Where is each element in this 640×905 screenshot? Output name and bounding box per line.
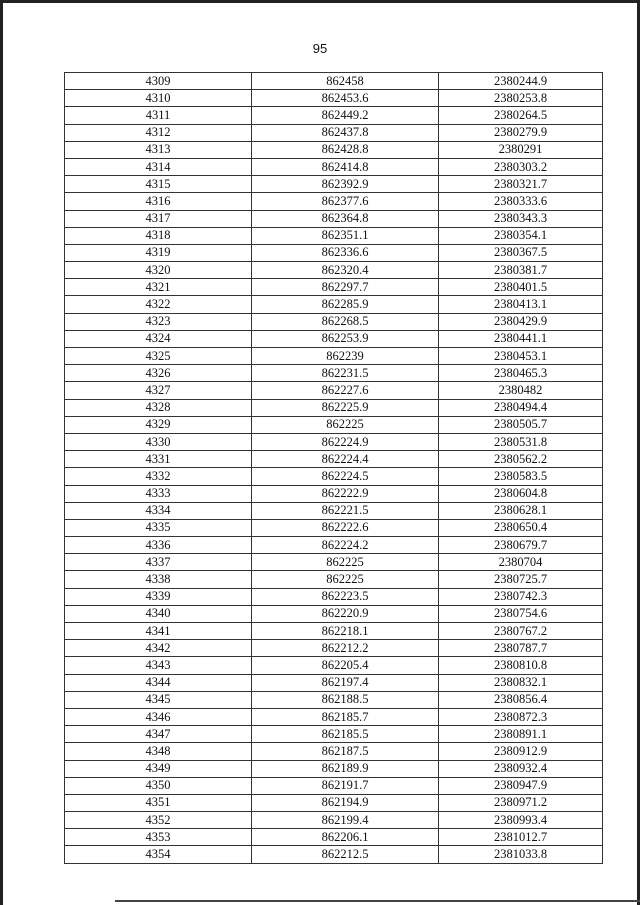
y-coordinate-cell: 2380704 [439, 554, 603, 571]
point-number-cell: 4313 [65, 141, 252, 158]
point-number-cell: 4325 [65, 348, 252, 365]
table-row [65, 382, 603, 399]
point-number-cell: 4345 [65, 691, 252, 708]
table-row [65, 812, 603, 829]
table-row [65, 554, 603, 571]
x-coordinate-cell: 862437.8 [252, 124, 439, 141]
x-coordinate-cell: 862197.4 [252, 674, 439, 691]
point-number-cell: 4332 [65, 468, 252, 485]
y-coordinate-cell: 2380482 [439, 382, 603, 399]
table-row [65, 537, 603, 554]
point-number-cell: 4343 [65, 657, 252, 674]
table-row [65, 588, 603, 605]
x-coordinate-cell: 862185.7 [252, 708, 439, 725]
table-row [65, 829, 603, 846]
point-number-cell: 4349 [65, 760, 252, 777]
table-row [65, 107, 603, 124]
y-coordinate-cell: 2380367.5 [439, 244, 603, 261]
x-coordinate-cell: 862414.8 [252, 158, 439, 175]
point-number-cell: 4344 [65, 674, 252, 691]
x-coordinate-cell: 862225 [252, 554, 439, 571]
table-row [65, 640, 603, 657]
x-coordinate-cell: 862224.4 [252, 451, 439, 468]
x-coordinate-cell: 862428.8 [252, 141, 439, 158]
table-row [65, 279, 603, 296]
point-number-cell: 4324 [65, 330, 252, 347]
point-number-cell: 4346 [65, 708, 252, 725]
point-number-cell: 4311 [65, 107, 252, 124]
x-coordinate-cell: 862364.8 [252, 210, 439, 227]
x-coordinate-cell: 862285.9 [252, 296, 439, 313]
x-coordinate-cell: 862225.9 [252, 399, 439, 416]
table-row [65, 399, 603, 416]
x-coordinate-cell: 862225 [252, 416, 439, 433]
table-row [65, 227, 603, 244]
y-coordinate-cell: 2380832.1 [439, 674, 603, 691]
x-coordinate-cell: 862453.6 [252, 90, 439, 107]
page-number: 95 [312, 41, 328, 56]
x-coordinate-cell: 862268.5 [252, 313, 439, 330]
x-coordinate-cell: 862205.4 [252, 657, 439, 674]
y-coordinate-cell: 2380291 [439, 141, 603, 158]
y-coordinate-cell: 2380787.7 [439, 640, 603, 657]
point-number-cell: 4339 [65, 588, 252, 605]
table-row [65, 141, 603, 158]
x-coordinate-cell: 862392.9 [252, 176, 439, 193]
table-row [65, 726, 603, 743]
point-number-cell: 4336 [65, 537, 252, 554]
point-number-cell: 4337 [65, 554, 252, 571]
x-coordinate-cell: 862377.6 [252, 193, 439, 210]
y-coordinate-cell: 2380531.8 [439, 433, 603, 450]
table-row [65, 674, 603, 691]
y-coordinate-cell: 2380754.6 [439, 605, 603, 622]
point-number-cell: 4312 [65, 124, 252, 141]
point-number-cell: 4310 [65, 90, 252, 107]
table-row [65, 313, 603, 330]
point-number-cell: 4347 [65, 726, 252, 743]
coordinate-table-body [65, 73, 603, 864]
x-coordinate-cell: 862189.9 [252, 760, 439, 777]
y-coordinate-cell: 2380583.5 [439, 468, 603, 485]
coordinate-table [64, 72, 603, 864]
x-coordinate-cell: 862449.2 [252, 107, 439, 124]
table-row [65, 623, 603, 640]
point-number-cell: 4350 [65, 777, 252, 794]
point-number-cell: 4326 [65, 365, 252, 382]
table-row [65, 296, 603, 313]
x-coordinate-cell: 862212.5 [252, 846, 439, 863]
table-row [65, 657, 603, 674]
x-coordinate-cell: 862223.5 [252, 588, 439, 605]
y-coordinate-cell: 2380343.3 [439, 210, 603, 227]
y-coordinate-cell: 2380725.7 [439, 571, 603, 588]
y-coordinate-cell: 2380767.2 [439, 623, 603, 640]
y-coordinate-cell: 2380932.4 [439, 760, 603, 777]
point-number-cell: 4322 [65, 296, 252, 313]
x-coordinate-cell: 862218.1 [252, 623, 439, 640]
point-number-cell: 4348 [65, 743, 252, 760]
x-coordinate-cell: 862224.2 [252, 537, 439, 554]
table-row [65, 691, 603, 708]
y-coordinate-cell: 2380453.1 [439, 348, 603, 365]
x-coordinate-cell: 862224.9 [252, 433, 439, 450]
y-coordinate-cell: 2380413.1 [439, 296, 603, 313]
y-coordinate-cell: 2380354.1 [439, 227, 603, 244]
x-coordinate-cell: 862224.5 [252, 468, 439, 485]
y-coordinate-cell: 2380401.5 [439, 279, 603, 296]
table-row [65, 158, 603, 175]
x-coordinate-cell: 862253.9 [252, 330, 439, 347]
y-coordinate-cell: 2380244.9 [439, 73, 603, 90]
point-number-cell: 4309 [65, 73, 252, 90]
y-coordinate-cell: 2380742.3 [439, 588, 603, 605]
point-number-cell: 4338 [65, 571, 252, 588]
point-number-cell: 4318 [65, 227, 252, 244]
point-number-cell: 4330 [65, 433, 252, 450]
x-coordinate-cell: 862194.9 [252, 794, 439, 811]
y-coordinate-cell: 2380628.1 [439, 502, 603, 519]
x-coordinate-cell: 862199.4 [252, 812, 439, 829]
table-row [65, 90, 603, 107]
table-row [65, 777, 603, 794]
point-number-cell: 4319 [65, 244, 252, 261]
point-number-cell: 4329 [65, 416, 252, 433]
y-coordinate-cell: 2380650.4 [439, 519, 603, 536]
point-number-cell: 4315 [65, 176, 252, 193]
x-coordinate-cell: 862336.6 [252, 244, 439, 261]
point-number-cell: 4335 [65, 519, 252, 536]
x-coordinate-cell: 862188.5 [252, 691, 439, 708]
point-number-cell: 4317 [65, 210, 252, 227]
table-row [65, 365, 603, 382]
y-coordinate-cell: 2380321.7 [439, 176, 603, 193]
y-coordinate-cell: 2380562.2 [439, 451, 603, 468]
y-coordinate-cell: 2380891.1 [439, 726, 603, 743]
table-row [65, 846, 603, 863]
point-number-cell: 4353 [65, 829, 252, 846]
x-coordinate-cell: 862221.5 [252, 502, 439, 519]
x-coordinate-cell: 862212.2 [252, 640, 439, 657]
y-coordinate-cell: 2380465.3 [439, 365, 603, 382]
y-coordinate-cell: 2380494.4 [439, 399, 603, 416]
point-number-cell: 4334 [65, 502, 252, 519]
table-row [65, 176, 603, 193]
y-coordinate-cell: 2380912.9 [439, 743, 603, 760]
y-coordinate-cell: 2380429.9 [439, 313, 603, 330]
y-coordinate-cell: 2380810.8 [439, 657, 603, 674]
table-row [65, 519, 603, 536]
x-coordinate-cell: 862191.7 [252, 777, 439, 794]
y-coordinate-cell: 2380971.2 [439, 794, 603, 811]
point-number-cell: 4341 [65, 623, 252, 640]
table-row [65, 743, 603, 760]
y-coordinate-cell: 2380279.9 [439, 124, 603, 141]
y-coordinate-cell: 2380993.4 [439, 812, 603, 829]
table-row [65, 708, 603, 725]
x-coordinate-cell: 862222.6 [252, 519, 439, 536]
y-coordinate-cell: 2380441.1 [439, 330, 603, 347]
y-coordinate-cell: 2380381.7 [439, 262, 603, 279]
x-coordinate-cell: 862220.9 [252, 605, 439, 622]
y-coordinate-cell: 2380604.8 [439, 485, 603, 502]
x-coordinate-cell: 862227.6 [252, 382, 439, 399]
table-row [65, 210, 603, 227]
y-coordinate-cell: 2380264.5 [439, 107, 603, 124]
bottom-rule [115, 900, 640, 902]
point-number-cell: 4327 [65, 382, 252, 399]
point-number-cell: 4314 [65, 158, 252, 175]
point-number-cell: 4342 [65, 640, 252, 657]
x-coordinate-cell: 862320.4 [252, 262, 439, 279]
table-row [65, 605, 603, 622]
x-coordinate-cell: 862351.1 [252, 227, 439, 244]
table-row [65, 416, 603, 433]
table-row [65, 124, 603, 141]
table-row [65, 468, 603, 485]
x-coordinate-cell: 862206.1 [252, 829, 439, 846]
y-coordinate-cell: 2381012.7 [439, 829, 603, 846]
x-coordinate-cell: 862222.9 [252, 485, 439, 502]
x-coordinate-cell: 862297.7 [252, 279, 439, 296]
table-row [65, 262, 603, 279]
x-coordinate-cell: 862187.5 [252, 743, 439, 760]
point-number-cell: 4333 [65, 485, 252, 502]
x-coordinate-cell: 862185.5 [252, 726, 439, 743]
table-row [65, 502, 603, 519]
table-row [65, 571, 603, 588]
y-coordinate-cell: 2380679.7 [439, 537, 603, 554]
point-number-cell: 4320 [65, 262, 252, 279]
x-coordinate-cell: 862239 [252, 348, 439, 365]
table-row [65, 193, 603, 210]
y-coordinate-cell: 2380505.7 [439, 416, 603, 433]
table-row [65, 73, 603, 90]
table-row [65, 244, 603, 261]
point-number-cell: 4316 [65, 193, 252, 210]
table-row [65, 451, 603, 468]
table-row [65, 485, 603, 502]
table-row [65, 794, 603, 811]
y-coordinate-cell: 2380872.3 [439, 708, 603, 725]
table-row [65, 760, 603, 777]
point-number-cell: 4351 [65, 794, 252, 811]
y-coordinate-cell: 2381033.8 [439, 846, 603, 863]
point-number-cell: 4321 [65, 279, 252, 296]
x-coordinate-cell: 862231.5 [252, 365, 439, 382]
y-coordinate-cell: 2380303.2 [439, 158, 603, 175]
x-coordinate-cell: 862458 [252, 73, 439, 90]
point-number-cell: 4331 [65, 451, 252, 468]
point-number-cell: 4352 [65, 812, 252, 829]
y-coordinate-cell: 2380253.8 [439, 90, 603, 107]
table-row [65, 330, 603, 347]
x-coordinate-cell: 862225 [252, 571, 439, 588]
point-number-cell: 4323 [65, 313, 252, 330]
point-number-cell: 4340 [65, 605, 252, 622]
y-coordinate-cell: 2380856.4 [439, 691, 603, 708]
y-coordinate-cell: 2380333.6 [439, 193, 603, 210]
table-row [65, 433, 603, 450]
table-row [65, 348, 603, 365]
y-coordinate-cell: 2380947.9 [439, 777, 603, 794]
point-number-cell: 4354 [65, 846, 252, 863]
point-number-cell: 4328 [65, 399, 252, 416]
